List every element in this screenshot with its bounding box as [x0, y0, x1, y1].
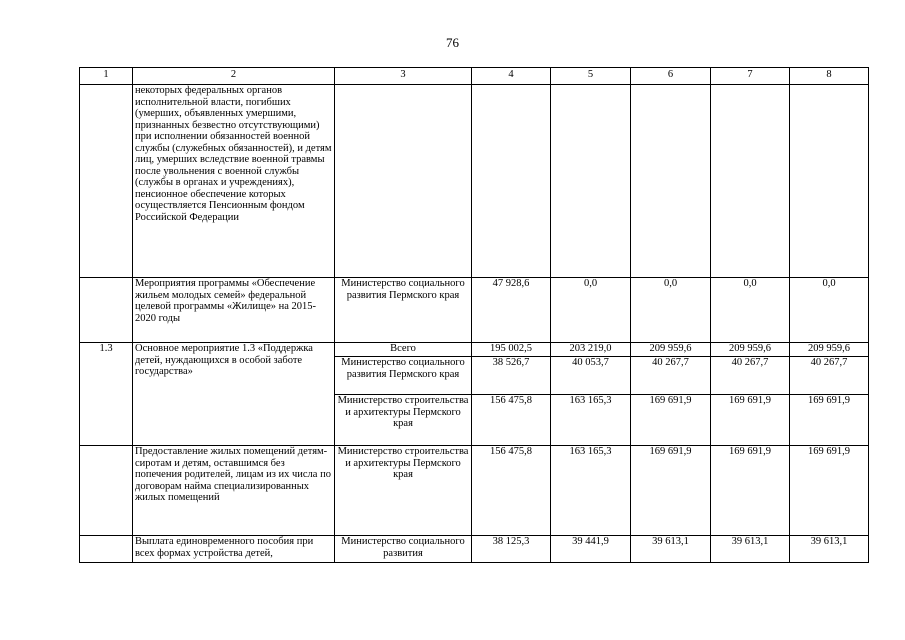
table-row	[80, 343, 869, 357]
value-cell: 163 165,3	[551, 395, 631, 446]
value-cell: 169 691,9	[711, 395, 790, 446]
page-number: 76	[446, 35, 459, 50]
value-cell: 169 691,9	[790, 446, 869, 536]
code-cell	[80, 85, 133, 278]
value-cell: 209 959,6	[631, 343, 711, 357]
value-cell: 156 475,8	[472, 446, 551, 536]
value-cell: 169 691,9	[631, 395, 711, 446]
value-cell: 0,0	[711, 278, 790, 343]
code-cell: 1.3	[80, 343, 133, 446]
value-cell	[711, 85, 790, 278]
value-cell: 39 613,1	[711, 536, 790, 563]
name-cell: Выплата единовременного пособия при всех формах устройства детей,	[133, 536, 335, 563]
value-cell: 209 959,6	[711, 343, 790, 357]
executor-cell: Министерство социального развития Пермского края	[335, 357, 472, 395]
executor-cell: Всего	[335, 343, 472, 357]
value-cell: 0,0	[631, 278, 711, 343]
value-cell	[551, 85, 631, 278]
value-cell: 156 475,8	[472, 395, 551, 446]
executor-cell: Министерство социального развития	[335, 536, 472, 563]
header-cell: 6	[631, 68, 711, 85]
executor-cell: Министерство строительства и архитектуры Пермского края	[335, 395, 472, 446]
value-cell: 39 441,9	[551, 536, 631, 563]
header-cell: 4	[472, 68, 551, 85]
value-cell: 38 125,3	[472, 536, 551, 563]
value-cell: 47 928,6	[472, 278, 551, 343]
code-cell	[80, 446, 133, 536]
name-cell: Предоставление жилых помещений детям-сиротам и детям, оставшимся без попечения родителей, лицам из их числа по договорам найма специализированных жилых помещений	[133, 446, 335, 536]
value-cell: 195 002,5	[472, 343, 551, 357]
value-cell: 203 219,0	[551, 343, 631, 357]
value-cell: 40 267,7	[790, 357, 869, 395]
value-cell	[790, 85, 869, 278]
value-cell: 39 613,1	[631, 536, 711, 563]
header-cell: 7	[711, 68, 790, 85]
value-cell: 40 053,7	[551, 357, 631, 395]
value-cell: 0,0	[790, 278, 869, 343]
value-cell: 169 691,9	[711, 446, 790, 536]
table-row	[80, 278, 869, 343]
header-cell: 1	[80, 68, 133, 85]
header-cell: 5	[551, 68, 631, 85]
header-cell: 2	[133, 68, 335, 85]
header-cell: 3	[335, 68, 472, 85]
executor-cell: Министерство строительства и архитектуры Пермского края	[335, 446, 472, 536]
value-cell: 169 691,9	[631, 446, 711, 536]
value-cell: 163 165,3	[551, 446, 631, 536]
table-row	[80, 85, 869, 278]
value-cell	[631, 85, 711, 278]
value-cell: 38 526,7	[472, 357, 551, 395]
name-cell: Мероприятия программы «Обеспечение жильем молодых семей» федеральной целевой программы «Жилище» на 2015-2020 годы	[133, 278, 335, 343]
table-row	[80, 536, 869, 563]
code-cell	[80, 536, 133, 563]
table-row	[80, 446, 869, 536]
header-row	[80, 68, 869, 85]
value-cell	[472, 85, 551, 278]
budget-table	[79, 67, 869, 563]
name-cell: некоторых федеральных органов исполнительной власти, погибших (умерших, объявленных умершими, признанных безвестно отсутствующими) при исполнении обязанностей военной службы (служебных обязанностей), и детям лиц, умерших вследствие военной травмы после увольнения с военной службы (службы в органах и учреждениях), пенсионное обеспечение которых осуществляется Пенсионным фондом Российской Федерации	[133, 85, 335, 278]
header-cell: 8	[790, 68, 869, 85]
value-cell: 209 959,6	[790, 343, 869, 357]
value-cell: 39 613,1	[790, 536, 869, 563]
executor-cell	[335, 85, 472, 278]
value-cell: 169 691,9	[790, 395, 869, 446]
code-cell	[80, 278, 133, 343]
executor-cell: Министерство социального развития Пермского края	[335, 278, 472, 343]
value-cell: 40 267,7	[711, 357, 790, 395]
name-cell: Основное мероприятие 1.3 «Поддержка детей, нуждающихся в особой заботе государства»	[133, 343, 335, 446]
value-cell: 0,0	[551, 278, 631, 343]
value-cell: 40 267,7	[631, 357, 711, 395]
